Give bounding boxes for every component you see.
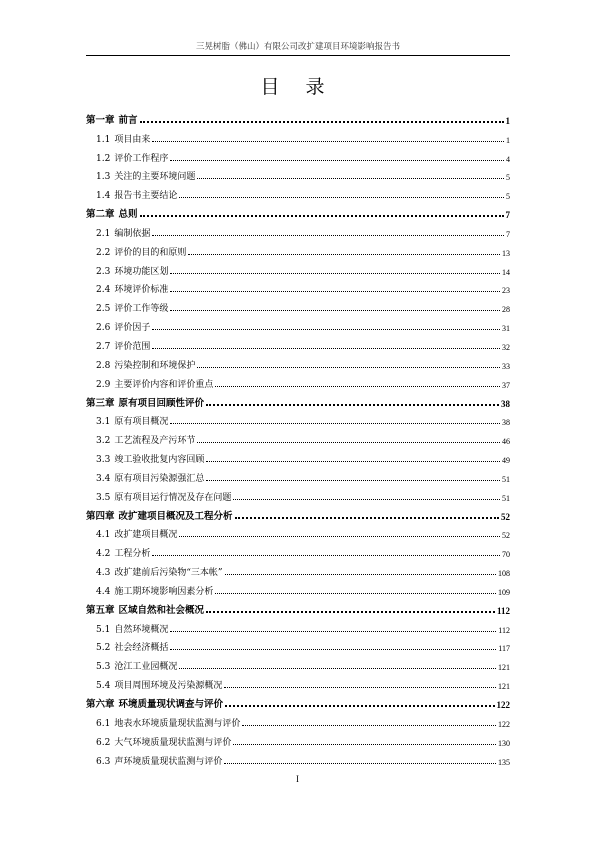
toc-leader-dots — [170, 291, 500, 292]
toc-entry-number: 1.4 — [96, 191, 111, 202]
toc-leader-dots — [225, 705, 494, 707]
toc-entry-title: 社会经济概括 — [114, 643, 169, 654]
toc-entry-page: 13 — [502, 248, 510, 258]
toc-leader-dots — [152, 329, 500, 330]
toc-entry-page: 121 — [498, 682, 510, 692]
toc-entry-number: 2.7 — [96, 341, 111, 352]
toc-entry-page: 122 — [496, 700, 510, 710]
toc-entry-title: 自然环境概况 — [114, 624, 169, 635]
toc-entry-page: 37 — [502, 380, 510, 390]
toc-entry-title: 施工期环境影响因素分析 — [114, 586, 214, 597]
toc-entry-label — [86, 206, 138, 220]
toc-entry-page: 33 — [502, 361, 510, 371]
toc-entry-label — [96, 169, 195, 182]
toc-entry-number: 2.5 — [96, 304, 111, 315]
table-of-contents — [86, 107, 510, 767]
toc-entry-number: 第四章 — [86, 510, 115, 522]
toc-section-entry[interactable] — [86, 616, 510, 635]
toc-entry-page: 7 — [505, 210, 510, 221]
toc-leader-dots — [140, 121, 504, 123]
toc-section-entry[interactable] — [86, 653, 510, 672]
toc-entry-label — [96, 320, 150, 333]
toc-section-entry[interactable] — [86, 220, 510, 239]
toc-entry-title: 环境质量现状调查与评价 — [118, 699, 224, 710]
page-header: 三晃树脂（佛山）有限公司改扩建项目环境影响报告书 — [86, 40, 510, 56]
toc-section-entry[interactable] — [86, 710, 510, 729]
toc-chapter-entry[interactable] — [86, 107, 510, 126]
toc-entry-title: 原有项目运行情况及存在问题 — [114, 492, 232, 503]
toc-entry-title: 改扩建项目概况 — [114, 530, 178, 541]
toc-leader-dots — [170, 649, 496, 650]
toc-entry-label — [96, 527, 177, 540]
toc-entry-label — [96, 622, 168, 635]
toc-section-entry[interactable] — [86, 239, 510, 258]
toc-leader-dots — [224, 763, 496, 764]
toc-entry-title: 工艺流程及产污环节 — [114, 436, 196, 447]
toc-entry-label — [96, 735, 231, 748]
toc-section-entry[interactable] — [86, 522, 510, 541]
toc-section-entry[interactable] — [86, 484, 510, 503]
toc-leader-dots — [206, 611, 495, 613]
toc-entry-label — [96, 414, 168, 427]
toc-entry-title: 原有项目回顾性评价 — [118, 397, 205, 409]
toc-entry-title: 环境评价标准 — [114, 285, 169, 296]
toc-section-entry[interactable] — [86, 578, 510, 597]
toc-entry-label — [96, 584, 213, 597]
toc-entry-number: 第三章 — [86, 397, 115, 409]
toc-entry-title: 工程分析 — [114, 549, 151, 560]
toc-entry-number: 5.1 — [96, 624, 111, 635]
toc-leader-dots — [152, 348, 500, 349]
toc-section-entry[interactable] — [86, 748, 510, 767]
toc-entry-number: 2.2 — [96, 247, 111, 258]
toc-leader-dots — [206, 404, 499, 406]
toc-entry-title: 大气环境质量现状监测与评价 — [114, 737, 232, 748]
toc-entry-title: 报告书主要结论 — [114, 191, 178, 202]
toc-entry-label — [96, 754, 222, 767]
toc-leader-dots — [215, 386, 500, 387]
toc-entry-page: 23 — [502, 286, 510, 296]
toc-leader-dots — [233, 499, 500, 500]
toc-section-entry[interactable] — [86, 540, 510, 559]
toc-leader-dots — [170, 310, 500, 311]
toc-entry-number: 1.1 — [96, 134, 111, 145]
toc-section-entry[interactable] — [86, 635, 510, 654]
toc-entry-page: 70 — [502, 550, 510, 560]
toc-entry-title: 原有项目污染源强汇总 — [114, 473, 205, 484]
toc-leader-dots — [242, 725, 496, 726]
toc-entry-number: 1.2 — [96, 153, 111, 164]
toc-leader-dots — [235, 517, 499, 519]
toc-entry-number: 4.1 — [96, 530, 111, 541]
toc-entry-title: 关注的主要环境问题 — [114, 172, 196, 183]
toc-entry-label — [96, 339, 150, 352]
toc-entry-title: 竣工验收批复内容回顾 — [114, 455, 205, 466]
toc-entry-title: 评价工作等级 — [114, 304, 169, 315]
toc-entry-page: 121 — [498, 663, 510, 673]
toc-entry-page: 109 — [498, 587, 510, 597]
toc-entry-title: 区域自然和社会概况 — [118, 604, 205, 616]
toc-leader-dots — [206, 461, 500, 462]
toc-entry-number: 4.3 — [96, 568, 111, 579]
toc-entry-title: 改扩建项目概况及工程分析 — [118, 510, 233, 522]
toc-entry-label — [96, 132, 150, 145]
toc-entry-page: 135 — [498, 757, 510, 767]
toc-entry-label — [96, 565, 223, 578]
toc-entry-number: 3.2 — [96, 436, 111, 447]
toc-section-entry[interactable] — [86, 145, 510, 164]
toc-section-entry[interactable] — [86, 559, 510, 578]
toc-entry-number: 2.1 — [96, 228, 111, 239]
toc-entry-page: 5 — [506, 173, 510, 183]
toc-entry-label — [86, 602, 204, 616]
toc-entry-label — [96, 678, 222, 691]
toc-entry-page: 1 — [506, 135, 510, 145]
toc-section-entry[interactable] — [86, 352, 510, 371]
toc-entry-page: 130 — [498, 738, 510, 748]
toc-section-entry[interactable] — [86, 333, 510, 352]
toc-section-entry[interactable] — [86, 409, 510, 428]
toc-entry-page: 1 — [505, 115, 510, 126]
toc-entry-label — [96, 358, 195, 371]
toc-entry-label — [96, 433, 195, 446]
toc-entry-title: 编制依据 — [114, 228, 151, 239]
toc-entry-page: 7 — [506, 229, 510, 239]
toc-entry-label — [86, 395, 204, 409]
toc-entry-number: 第五章 — [86, 604, 115, 616]
toc-section-entry[interactable] — [86, 371, 510, 390]
toc-entry-page: 52 — [502, 531, 510, 541]
toc-entry-label — [96, 659, 177, 672]
toc-leader-dots — [152, 555, 500, 556]
toc-entry-number: 3.4 — [96, 473, 111, 484]
toc-leader-dots — [170, 631, 496, 632]
toc-entry-page: 46 — [502, 437, 510, 447]
toc-entry-page: 32 — [502, 342, 510, 352]
toc-leader-dots — [224, 687, 496, 688]
toc-chapter-entry[interactable] — [86, 597, 510, 616]
toc-entry-number: 5.2 — [96, 643, 111, 654]
toc-leader-dots — [170, 273, 500, 274]
toc-entry-number: 4.2 — [96, 549, 111, 560]
toc-leader-dots — [233, 744, 496, 745]
toc-section-entry[interactable] — [86, 465, 510, 484]
toc-entry-page: 5 — [506, 192, 510, 202]
toc-entry-page: 112 — [496, 605, 510, 616]
toc-entry-number: 1.3 — [96, 172, 111, 183]
toc-entry-title: 声环境质量现状监测与评价 — [114, 756, 223, 767]
toc-section-entry[interactable] — [86, 164, 510, 183]
toc-section-entry[interactable] — [86, 277, 510, 296]
toc-entry-title: 评价因子 — [114, 323, 151, 334]
toc-section-entry[interactable] — [86, 182, 510, 201]
toc-entry-number: 3.3 — [96, 455, 111, 466]
toc-leader-dots — [140, 215, 504, 217]
toc-leader-dots — [188, 254, 500, 255]
toc-entry-title: 前言 — [118, 114, 138, 126]
toc-entry-page: 108 — [498, 569, 510, 579]
toc-leader-dots — [197, 367, 500, 368]
toc-entry-page: 28 — [502, 305, 510, 315]
toc-leader-dots — [225, 574, 496, 575]
toc-entry-page: 31 — [502, 324, 510, 334]
toc-entry-page: 49 — [502, 456, 510, 466]
toc-entry-number: 6.3 — [96, 756, 111, 767]
toc-entry-title: 主要评价内容和评价重点 — [114, 379, 214, 390]
toc-entry-page: 117 — [498, 644, 510, 654]
toc-section-entry[interactable] — [86, 672, 510, 691]
toc-entry-title: 项目周围环境及污染源概况 — [114, 681, 223, 692]
toc-entry-page: 14 — [502, 267, 510, 277]
toc-entry-number: 第一章 — [86, 114, 115, 126]
toc-entry-page: 51 — [502, 493, 510, 503]
toc-entry-title: 污染控制和环境保护 — [114, 360, 196, 371]
toc-entry-label — [96, 716, 240, 729]
toc-entry-label — [96, 490, 231, 503]
toc-entry-number: 2.3 — [96, 266, 111, 277]
toc-entry-page: 122 — [498, 719, 510, 729]
toc-leader-dots — [179, 197, 504, 198]
page-title: 目 录 — [260, 76, 335, 98]
toc-leader-dots — [215, 593, 496, 594]
toc-entry-label — [96, 377, 213, 390]
toc-section-entry[interactable] — [86, 258, 510, 277]
toc-entry-label — [86, 696, 223, 710]
toc-section-entry[interactable] — [86, 126, 510, 145]
toc-leader-dots — [152, 235, 504, 236]
toc-entry-title: 环境功能区划 — [114, 266, 169, 277]
toc-chapter-entry[interactable] — [86, 390, 510, 409]
toc-entry-label — [96, 301, 168, 314]
toc-entry-number: 6.2 — [96, 737, 111, 748]
toc-entry-page: 38 — [501, 398, 510, 409]
toc-entry-title: 评价的目的和原则 — [114, 247, 187, 258]
toc-section-entry[interactable] — [86, 427, 510, 446]
toc-entry-title: 改扩建前后污染物“三本帐” — [114, 568, 223, 579]
toc-entry-label — [96, 226, 150, 239]
toc-entry-number: 5.3 — [96, 662, 111, 673]
toc-section-entry[interactable] — [86, 295, 510, 314]
toc-entry-label — [96, 188, 177, 201]
toc-leader-dots — [179, 668, 496, 669]
toc-entry-number: 3.1 — [96, 417, 111, 428]
toc-entry-number: 4.4 — [96, 586, 111, 597]
toc-entry-title: 地表水环境质量现状监测与评价 — [114, 718, 241, 729]
toc-entry-number: 2.9 — [96, 379, 111, 390]
toc-entry-number: 5.4 — [96, 681, 111, 692]
toc-entry-page: 112 — [498, 625, 510, 635]
toc-leader-dots — [206, 480, 500, 481]
toc-entry-number: 3.5 — [96, 492, 111, 503]
toc-entry-title: 评价范围 — [114, 341, 151, 352]
toc-entry-label — [96, 264, 168, 277]
toc-entry-number: 2.6 — [96, 323, 111, 334]
toc-entry-label — [96, 452, 204, 465]
toc-leader-dots — [179, 536, 500, 537]
toc-chapter-entry[interactable] — [86, 691, 510, 710]
toc-entry-title: 沧江工业园概况 — [114, 662, 178, 673]
toc-entry-page: 38 — [502, 418, 510, 428]
toc-entry-page: 52 — [501, 511, 510, 522]
toc-chapter-entry[interactable] — [86, 201, 510, 220]
toc-entry-title: 评价工作程序 — [114, 153, 169, 164]
toc-leader-dots — [197, 442, 500, 443]
toc-entry-title: 总则 — [118, 209, 138, 221]
toc-entry-label — [86, 112, 138, 126]
toc-entry-label — [96, 245, 186, 258]
toc-entry-title: 项目由来 — [114, 134, 151, 145]
toc-entry-number: 6.1 — [96, 718, 111, 729]
toc-leader-dots — [197, 178, 504, 179]
toc-entry-page: 4 — [506, 154, 510, 164]
page-number: I — [296, 774, 299, 784]
toc-entry-number: 2.4 — [96, 285, 111, 296]
toc-chapter-entry[interactable] — [86, 503, 510, 522]
toc-section-entry[interactable] — [86, 729, 510, 748]
toc-entry-label — [96, 151, 168, 164]
toc-entry-page: 51 — [502, 474, 510, 484]
toc-entry-number: 第六章 — [86, 699, 115, 710]
toc-entry-label — [96, 546, 150, 559]
toc-entry-label — [96, 471, 204, 484]
toc-entry-number: 第二章 — [86, 209, 115, 221]
toc-leader-dots — [152, 141, 504, 142]
toc-section-entry[interactable] — [86, 446, 510, 465]
toc-leader-dots — [170, 423, 500, 424]
toc-entry-label — [96, 640, 168, 653]
toc-leader-dots — [170, 160, 504, 161]
toc-entry-label — [96, 282, 168, 295]
toc-section-entry[interactable] — [86, 314, 510, 333]
toc-entry-title: 原有项目概况 — [114, 417, 169, 428]
toc-entry-number: 2.8 — [96, 360, 111, 371]
toc-entry-label — [86, 508, 233, 522]
